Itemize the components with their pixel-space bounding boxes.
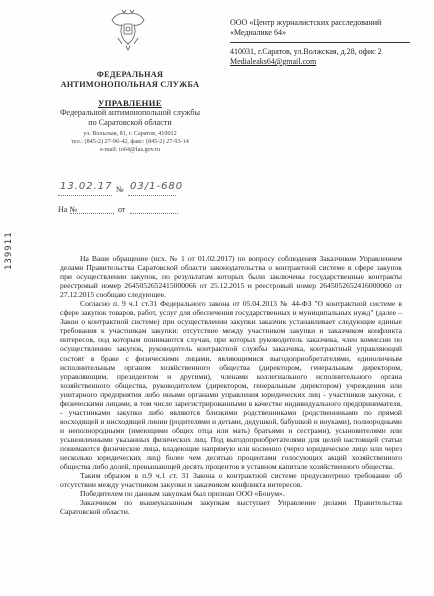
body-paragraph-1: На Ваше обращение (исх. № 1 от 01.02.2017) по вопросу соблюдения Заказчиком Управлением делами Правительства Саратовской области законодательства о контрактной системе в сфере закупок при осуществлении закупок, по результатам которых были заключены государственные контракты реестровый номер 2645052652415000066 от 25.12.2015 и реестровый номер 2645052652416000060 от 27.12.2015 сообщаю следующее. — [60, 254, 402, 300]
reference-number-rule — [70, 213, 114, 214]
address-line2: тел.: (845-2) 27-96-42, факс: (845-2) 27-93-14 — [71, 138, 189, 145]
reference-date-rule — [130, 213, 178, 214]
registration-number-label: № — [116, 185, 124, 194]
body-paragraph-5: Заказчиком по вышеуказанным закупкам выступает Управление делами Правительства Саратовской области. — [60, 498, 402, 517]
agency-letterhead — [40, 70, 220, 128]
recipient-email: Medialeaks64@gmail.com — [230, 57, 317, 66]
coat-of-arms-emblem-icon — [108, 8, 148, 52]
registration-number: 03/1-680 — [130, 181, 184, 192]
recipient-divider — [230, 42, 410, 43]
department-title: УПРАВЛЕНИЕ — [98, 98, 162, 108]
registration-date: 13.02.17 — [60, 181, 113, 192]
agency-name-line2: АНТИМОНОПОЛЬНАЯ СЛУЖБА — [60, 80, 200, 89]
body-paragraph-2: Согласно п. 9 ч.1 ст.31 Федерального закона от 05.04.2013 № 44-ФЗ "О контрактной системе в сфере закупок товаров, работ, услуг для обеспечения государственных и муниципальных нужд" (далее – Закон о контрактной системе) при осуществлении закупки заказчик устанавливает следующие единые требования к участникам закупки: отсутствие между участником закупки и заказчиком конфликта интересов, под которым понимаются случаи, при которых руководитель заказчика, член комиссии по осуществлению закупок, руководитель контрактной службы заказчика, контрактный управляющий состоят в браке с физическими лицами, являющимися выгодоприобретателями, единоличным исполнительным органом хозяйственного общества (директором, генеральным директором, управляющим, президентом и другими), членами коллегиального исполнительного органа хозяйственного общества, руководителем (директором, генеральным директором) учреждения или унитарного предприятия либо иными органами управления юридических лиц - участников закупки, с физическими лицами, в том числе зарегистрированными в качестве индивидуального предпринимателя, - участниками закупки либо являются близкими родственниками (родственниками по прямой восходящей и нисходящей линии (родителями и детьми, дедушкой, бабушкой и внуками), полнородными и неполнородными (имеющими общих отца или мать) братьями и сестрами), усыновителями или усыновленными указанных физических лиц. Под выгодоприобретателями для целей настоящей статьи понимаются физические лица, владеющие напрямую или косвенно (через юридическое лицо или через несколько юридических лиц) более чем десятью процентами голосующих акций хозяйственного общества либо долей, превышающей десять процентов в уставном капитале хозяйственного общества. — [60, 299, 402, 472]
number-rule — [128, 195, 176, 196]
agency-name-line1: ФЕДЕРАЛЬНАЯ — [96, 70, 164, 79]
recipient-block — [230, 18, 420, 67]
department-line3: по Саратовской области — [88, 118, 172, 127]
reference-date-label: от — [118, 205, 126, 214]
agency-address — [55, 130, 205, 154]
reference-number-label: На № — [58, 205, 77, 214]
date-rule — [58, 195, 112, 196]
letter-body — [60, 254, 402, 516]
body-paragraph-3: Таким образом в п.9 ч.1 ст. 31 Закона о контрактной системе предусмотрено требование об отсутствии между участником закупки и заказчиком конфликта интересов. — [60, 471, 402, 490]
department-line2: Федеральной антимонопольной службы — [59, 108, 201, 117]
side-stamp-number: 139911 — [4, 231, 14, 270]
recipient-org-line2: «Медиалике 64» — [230, 28, 286, 37]
registration-line — [56, 181, 216, 199]
address-line3: e-mail: to64@fas.gov.ru — [99, 146, 161, 153]
recipient-org-line1: ООО «Центр журналистских расследований — [230, 18, 382, 27]
address-line1: ул. Вольская, 81, г. Саратов, 410012 — [83, 130, 177, 137]
body-paragraph-4: Победителем по данным закупкам был признан ООО «Бонум». — [80, 489, 285, 499]
recipient-address: 410031, г.Саратов, ул.Волжская, д.28, офис 2 — [230, 47, 382, 56]
reference-line — [56, 205, 196, 217]
